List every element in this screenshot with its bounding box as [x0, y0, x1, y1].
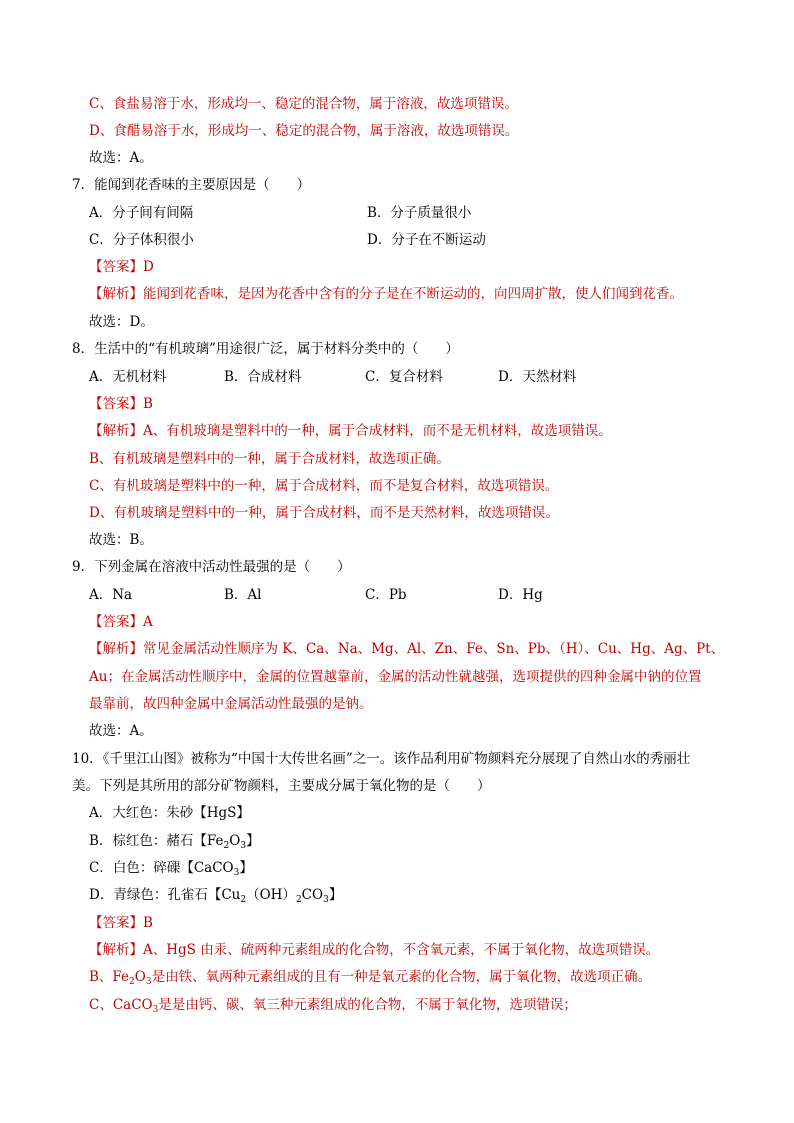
- option-c: C．复合材料: [365, 369, 443, 385]
- analysis-line: [89, 996, 577, 1014]
- formula: （OH）: [246, 887, 296, 903]
- option-c: [89, 859, 253, 877]
- bracket: 】: [328, 887, 343, 903]
- option-label: C．白色：碎磲【: [89, 860, 194, 876]
- answer-line: [89, 613, 153, 631]
- analysis-tag: 【解析】: [89, 641, 143, 657]
- option-a: A．无机材料: [89, 369, 167, 385]
- formula: Fe: [206, 833, 224, 849]
- bracket: 】: [239, 860, 253, 876]
- analysis-tag: 【解析】: [89, 942, 143, 958]
- analysis-text: B、Fe: [89, 969, 130, 985]
- option-c: C．Pb: [365, 587, 407, 603]
- option-c: C．分子体积很小: [89, 232, 194, 248]
- formula: Cu: [221, 887, 241, 903]
- formula: HgS: [206, 805, 237, 821]
- analysis-text: A、有机玻璃是塑料中的一种，属于合成材料，而不是无机材料，故选项错误。: [143, 423, 612, 439]
- analysis-line: [89, 968, 651, 986]
- analysis-line: [89, 640, 724, 658]
- conclusion: 故选：A。: [89, 723, 153, 739]
- analysis-tag: 【解析】: [89, 286, 143, 302]
- answer-tag: 【答案】: [89, 614, 143, 630]
- option-label: B．棕红色：赭石【: [89, 833, 207, 849]
- option-b: [89, 832, 260, 850]
- analysis-text: 能闻到花香味，是因为花香中含有的分子是在不断运动的，向四周扩散，使人们闻到花香。: [143, 286, 683, 302]
- subscript: 2: [240, 895, 247, 905]
- subscript: 3: [145, 977, 152, 987]
- option-b: B．合成材料: [224, 369, 302, 385]
- analysis-line: D、有机玻璃是塑料中的一种，属于合成材料，而不是天然材料，故选项错误。: [89, 505, 559, 521]
- question-stem: 9．下列金属在溶液中活动性最强的是（ ）: [72, 559, 351, 575]
- option-label: A．大红色：朱砂【: [89, 805, 207, 821]
- answer-value: B: [143, 396, 153, 412]
- formula: CaCO: [193, 860, 234, 876]
- subscript: 3: [240, 841, 247, 851]
- option-d: D．Hg: [498, 587, 543, 603]
- option-d: D．分子在不断运动: [367, 232, 486, 248]
- conclusion: 故选：A。: [89, 150, 153, 166]
- answer-line: [89, 258, 154, 276]
- option-d: [89, 886, 342, 904]
- question-stem: 8．生活中的“有机玻璃”用途很广泛，属于材料分类中的（ ）: [72, 341, 459, 357]
- option-a: A．分子间有间隔: [89, 205, 194, 221]
- option-a: [89, 804, 250, 822]
- analysis-line: B、有机玻璃是塑料中的一种，属于合成材料，故选项正确。: [89, 451, 450, 467]
- subscript: 2: [295, 895, 302, 905]
- solution-line-d: D、食醋易溶于水，形成均一、稳定的混合物，属于溶液，故选项错误。: [89, 123, 519, 139]
- option-label: D．青绿色：孔雀石【: [89, 887, 222, 903]
- answer-value: A: [143, 614, 153, 630]
- answer-value: D: [143, 259, 154, 275]
- answer-tag: 【答案】: [89, 259, 143, 275]
- bracket: 】: [236, 805, 250, 821]
- analysis-text: O: [134, 969, 146, 985]
- analysis-line: C、有机玻璃是塑料中的一种，属于合成材料，而不是复合材料，故选项错误。: [89, 478, 559, 494]
- subscript: 3: [233, 868, 240, 878]
- subscript: 2: [129, 977, 135, 987]
- answer-tag: 【答案】: [89, 396, 143, 412]
- subscript: 2: [223, 841, 230, 851]
- formula: O: [229, 833, 241, 849]
- answer-tag: 【答案】: [89, 915, 143, 931]
- analysis-line: [89, 422, 612, 440]
- option-a: A．Na: [89, 587, 133, 603]
- conclusion: 故选：B。: [89, 532, 153, 548]
- analysis-text: 常见金属活动性顺序为 K、Ca、Na、Mg、Al、Zn、Fe、Sn、Pb、（H）、Cu、Hg、Ag、Pt、: [143, 641, 725, 657]
- option-b: B．分子质量很小: [367, 205, 472, 221]
- subscript: 3: [323, 895, 329, 905]
- analysis-line: Au；在金属活动性顺序中，金属的位置越靠前，金属的活动性就越强，选项提供的四种金属中钠的位置: [89, 669, 702, 685]
- option-d: D．天然材料: [498, 369, 577, 385]
- option-b: B．Al: [224, 587, 262, 603]
- question-stem: 7．能闻到花香味的主要原因是（ ）: [72, 177, 311, 193]
- question-stem: 10．《千里江山图》被称为“中国十大传世名画”之一。该作品利用矿物颜料充分展现了自然山水的秀丽壮: [72, 751, 691, 767]
- analysis-text: C、CaCO: [89, 997, 153, 1013]
- solution-line-c: C、食盐易溶于水，形成均一、稳定的混合物，属于溶液，故选项错误。: [89, 96, 518, 112]
- answer-line: [89, 914, 153, 932]
- question-stem: 美。下列是其所用的部分矿物颜料，主要成分属于氧化物的是（ ）: [72, 778, 491, 794]
- analysis-text: A、HgS 由汞、硫两种元素组成的化合物，不含氧元素，不属于氧化物，故选项错误。: [143, 942, 660, 958]
- bracket: 】: [246, 833, 260, 849]
- analysis-line: [89, 285, 683, 303]
- analysis-text: 是是由钙、碳、氧三种元素组成的化合物，不属于氧化物，选项错误；: [158, 997, 577, 1013]
- analysis-line: 最靠前，故四种金属中金属活动性最强的是钠。: [89, 696, 373, 712]
- analysis-line: [89, 941, 659, 959]
- answer-line: [89, 395, 153, 413]
- subscript: 3: [152, 1005, 159, 1015]
- formula: CO: [301, 887, 324, 903]
- analysis-text: 是由铁、氧两种元素组成的且有一种是氧元素的化合物，属于氧化物，故选项正确。: [151, 969, 652, 985]
- conclusion: 故选：D。: [89, 314, 154, 330]
- answer-value: B: [143, 915, 153, 931]
- analysis-tag: 【解析】: [89, 423, 143, 439]
